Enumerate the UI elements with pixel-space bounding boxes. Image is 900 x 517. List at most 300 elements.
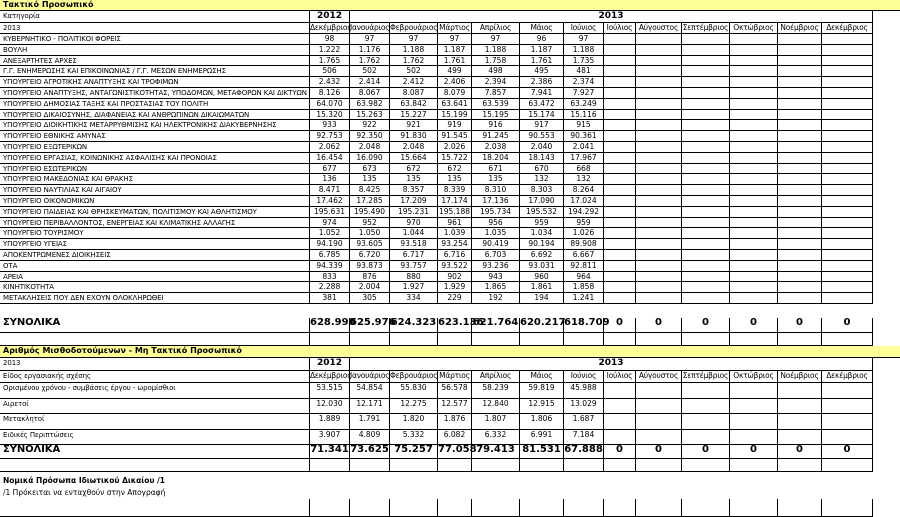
section2-cell[interactable]	[778, 414, 822, 430]
section1-cell[interactable]	[604, 34, 636, 45]
section1-cell[interactable]: 15.320	[310, 110, 350, 121]
section1-row-label[interactable]: ΥΠΟΥΡΓΕΙΟ ΕΞΩΤΕΡΙΚΩΝ	[0, 142, 310, 153]
blank-cell[interactable]	[636, 499, 682, 517]
spacer-cell[interactable]	[604, 333, 636, 346]
spacer-cell[interactable]	[778, 333, 822, 346]
section1-cell[interactable]: 135	[350, 174, 390, 185]
section1-cell[interactable]: 1.035	[472, 228, 520, 239]
section1-cell[interactable]: 7.927	[564, 88, 604, 99]
section1-cell[interactable]	[604, 66, 636, 77]
spacer-cell[interactable]	[438, 459, 472, 472]
section1-cell[interactable]: 195.532	[520, 207, 564, 218]
section1-cell[interactable]: 6.785	[310, 250, 350, 261]
section1-row-label[interactable]: ΑΝΕΞΑΡΤΗΤΕΣ ΑΡΧΕΣ	[0, 56, 310, 67]
blank-cell[interactable]	[778, 499, 822, 517]
section1-cell[interactable]	[778, 196, 822, 207]
section1-row-label[interactable]: ΥΠΟΥΡΓΕΙΟ ΥΓΕΙΑΣ	[0, 239, 310, 250]
section1-cell[interactable]: 2.062	[310, 142, 350, 153]
section2-month-header[interactable]: Δεκέμβριος	[822, 371, 873, 383]
section1-cell[interactable]	[822, 131, 873, 142]
section1-cell[interactable]: 6.720	[350, 250, 390, 261]
section1-cell[interactable]	[778, 120, 822, 131]
section1-row-label[interactable]: ΥΠΟΥΡΓΕΙΟ ΔΗΜΟΣΙΑΣ ΤΑΞΗΣ ΚΑΙ ΠΡΟΣΤΑΣΙΑΣ ΤΟΥ ΠΟΛΙΤΗ	[0, 99, 310, 110]
section1-cell[interactable]	[778, 34, 822, 45]
section1-cell[interactable]: 1.052	[310, 228, 350, 239]
section1-month-header[interactable]: Νοέμβριος	[778, 23, 822, 34]
section1-cell[interactable]: 1.176	[350, 45, 390, 56]
section1-cell[interactable]: 2.041	[564, 142, 604, 153]
spacer-cell[interactable]	[310, 459, 350, 472]
section1-cell[interactable]: 2.412	[390, 77, 438, 88]
section1-row-label[interactable]: ΥΠΟΥΡΓΕΙΟ ΔΙΟΙΚΗΤΙΚΗΣ ΜΕΤΑΡΡΥΘΜΙΣΗΣ ΚΑΙ ΗΛΕΚΤΡΟΝΙΚΗΣ ΔΙΑΚΥΒΕΡΝΗΣΗΣ	[0, 120, 310, 131]
section1-cell[interactable]	[682, 239, 730, 250]
section1-cell[interactable]: 15.116	[564, 110, 604, 121]
section1-month-header[interactable]: Δεκέμβριος	[822, 23, 873, 34]
section1-cell[interactable]	[778, 88, 822, 99]
section1-cell[interactable]: 6.692	[520, 250, 564, 261]
section2-cell[interactable]	[604, 414, 636, 430]
year-label[interactable]: 2013	[0, 23, 310, 34]
section2-cell[interactable]: 12.840	[472, 399, 520, 415]
section1-cell[interactable]: 960	[520, 272, 564, 283]
section1-month-header[interactable]: Μάιος	[520, 23, 564, 34]
section1-cell[interactable]	[730, 218, 778, 229]
section1-cell[interactable]	[636, 218, 682, 229]
section2-cell[interactable]	[822, 383, 873, 399]
section1-cell[interactable]	[778, 293, 822, 304]
section1-cell[interactable]	[822, 174, 873, 185]
section2-cell[interactable]: 6.332	[472, 430, 520, 446]
section2-cell[interactable]: 6.082	[438, 430, 472, 446]
section1-cell[interactable]	[822, 164, 873, 175]
section1-cell[interactable]: 6.703	[472, 250, 520, 261]
section2-cell[interactable]: 3.907	[310, 430, 350, 446]
section2-total-cell[interactable]: 0	[778, 445, 822, 459]
relation-header[interactable]: Είδος εργασιακής σχέσης	[0, 371, 310, 383]
section1-cell[interactable]: 90.361	[564, 131, 604, 142]
section1-cell[interactable]: 2.406	[438, 77, 472, 88]
section1-cell[interactable]	[636, 174, 682, 185]
section1-cell[interactable]: 671	[472, 164, 520, 175]
section1-cell[interactable]	[604, 45, 636, 56]
section2-total-cell[interactable]: 0	[730, 445, 778, 459]
section2-cell[interactable]: 53.515	[310, 383, 350, 399]
section1-cell[interactable]: 1.044	[390, 228, 438, 239]
section1-cell[interactable]: 195.231	[390, 207, 438, 218]
section2-cell[interactable]: 12.171	[350, 399, 390, 415]
section1-cell[interactable]: 880	[390, 272, 438, 283]
section2-total-cell[interactable]: 73.625	[350, 445, 390, 459]
spacer-cell[interactable]	[636, 333, 682, 346]
section1-row-label[interactable]: ΜΕΤΑΚΛΗΣΕΙΣ ΠΟΥ ΔΕΝ ΕΧΟΥΝ ΟΛΟΚΛΗΡΩΘΕΙ	[0, 293, 310, 304]
section1-cell[interactable]: 97	[564, 34, 604, 45]
section1-cell[interactable]	[730, 142, 778, 153]
section1-row-label[interactable]: ΥΠΟΥΡΓΕΙΟ ΑΓΡΟΤΙΚΗΣ ΑΝΑΠΤΥΞΗΣ ΚΑΙ ΤΡΟΦΙΜΩΝ	[0, 77, 310, 88]
spacer-cell[interactable]	[604, 459, 636, 472]
section1-cell[interactable]	[604, 88, 636, 99]
section2-cell[interactable]	[822, 399, 873, 415]
section1-cell[interactable]: 8.357	[390, 185, 438, 196]
section1-cell[interactable]: 915	[564, 120, 604, 131]
section1-cell[interactable]: 1.761	[438, 56, 472, 67]
section1-cell[interactable]	[822, 250, 873, 261]
section2-cell[interactable]	[636, 430, 682, 446]
section1-cell[interactable]	[682, 120, 730, 131]
spacer-cell[interactable]	[730, 333, 778, 346]
section1-cell[interactable]: 15.195	[472, 110, 520, 121]
section1-cell[interactable]	[682, 45, 730, 56]
section1-cell[interactable]: 919	[438, 120, 472, 131]
section1-cell[interactable]	[730, 56, 778, 67]
blank-cell[interactable]	[438, 499, 472, 517]
section1-cell[interactable]: 8.264	[564, 185, 604, 196]
section1-cell[interactable]: 673	[350, 164, 390, 175]
section2-total-cell[interactable]: 0	[822, 445, 873, 459]
section1-cell[interactable]: 94.190	[310, 239, 350, 250]
section1-cell[interactable]	[822, 185, 873, 196]
section2-cell[interactable]: 4.809	[350, 430, 390, 446]
section1-cell[interactable]	[730, 110, 778, 121]
section1-cell[interactable]: 964	[564, 272, 604, 283]
section1-cell[interactable]: 90.553	[520, 131, 564, 142]
section1-cell[interactable]: 677	[310, 164, 350, 175]
section1-cell[interactable]	[730, 164, 778, 175]
section1-cell[interactable]	[730, 185, 778, 196]
section1-cell[interactable]: 97	[350, 34, 390, 45]
section1-cell[interactable]	[778, 45, 822, 56]
section1-row-label[interactable]: ΥΠΟΥΡΓΕΙΟ ΠΑΙΔΕΙΑΣ ΚΑΙ ΘΡΗΣΚΕΥΜΑΤΩΝ, ΠΟΛΙΤΙΣΜΟΥ ΚΑΙ ΑΘΛΗΤΙΣΜΟΥ	[0, 207, 310, 218]
section1-cell[interactable]: 2.386	[520, 77, 564, 88]
section1-row-label[interactable]: ΥΠΟΥΡΓΕΙΟ ΜΑΚΕΔΟΝΙΑΣ ΚΑΙ ΘΡΑΚΗΣ	[0, 174, 310, 185]
section1-cell[interactable]	[636, 88, 682, 99]
section1-cell[interactable]	[604, 185, 636, 196]
spacer-cell[interactable]	[822, 459, 873, 472]
section1-cell[interactable]: 15.174	[520, 110, 564, 121]
section1-cell[interactable]	[604, 99, 636, 110]
section2-cell[interactable]: 12.275	[390, 399, 438, 415]
section1-cell[interactable]	[822, 66, 873, 77]
section1-cell[interactable]	[730, 272, 778, 283]
section1-cell[interactable]: 1.187	[438, 45, 472, 56]
spacer-cell[interactable]	[350, 459, 390, 472]
section1-cell[interactable]: 93.518	[390, 239, 438, 250]
section2-cell[interactable]	[682, 430, 730, 446]
section1-cell[interactable]: 1.034	[520, 228, 564, 239]
section1-cell[interactable]	[822, 153, 873, 164]
section1-cell[interactable]	[778, 272, 822, 283]
section1-cell[interactable]	[730, 99, 778, 110]
section1-cell[interactable]: 1.861	[520, 282, 564, 293]
section1-cell[interactable]	[822, 110, 873, 121]
blank-cell[interactable]	[604, 499, 636, 517]
section1-cell[interactable]: 15.199	[438, 110, 472, 121]
section1-cell[interactable]: 93.605	[350, 239, 390, 250]
spacer-cell[interactable]	[472, 333, 520, 346]
section2-cell[interactable]	[730, 383, 778, 399]
section1-cell[interactable]: 2.048	[350, 142, 390, 153]
section1-cell[interactable]: 961	[438, 218, 472, 229]
section1-cell[interactable]	[778, 239, 822, 250]
section1-cell[interactable]: 6.717	[390, 250, 438, 261]
section1-cell[interactable]: 498	[472, 66, 520, 77]
section1-cell[interactable]	[636, 153, 682, 164]
section1-total-cell[interactable]: 0	[778, 318, 822, 333]
blank-cell[interactable]	[564, 499, 604, 517]
section2-cell[interactable]: 1.889	[310, 414, 350, 430]
section1-cell[interactable]	[636, 282, 682, 293]
section1-cell[interactable]: 8.079	[438, 88, 472, 99]
section1-cell[interactable]: 305	[350, 293, 390, 304]
section1-cell[interactable]	[778, 56, 822, 67]
section1-cell[interactable]: 7.857	[472, 88, 520, 99]
section2-cell[interactable]	[682, 399, 730, 415]
section1-cell[interactable]: 15.664	[390, 153, 438, 164]
section1-cell[interactable]: 2.004	[350, 282, 390, 293]
section2-month-header[interactable]: Ιανουάριος	[350, 371, 390, 383]
category-header[interactable]: Κατηγορία	[0, 11, 310, 23]
section1-cell[interactable]	[682, 99, 730, 110]
section1-total-cell[interactable]: 618.709	[564, 318, 604, 333]
section1-cell[interactable]	[636, 239, 682, 250]
section1-cell[interactable]: 136	[310, 174, 350, 185]
section1-cell[interactable]: 959	[564, 218, 604, 229]
section1-cell[interactable]	[730, 120, 778, 131]
section2-cell[interactable]	[682, 383, 730, 399]
section1-cell[interactable]: 17.462	[310, 196, 350, 207]
section1-cell[interactable]	[730, 207, 778, 218]
section1-cell[interactable]	[778, 218, 822, 229]
section2-cell[interactable]: 56.578	[438, 383, 472, 399]
section1-cell[interactable]	[778, 77, 822, 88]
section1-cell[interactable]	[636, 110, 682, 121]
section1-cell[interactable]: 132	[520, 174, 564, 185]
section1-cell[interactable]: 956	[472, 218, 520, 229]
section1-cell[interactable]	[636, 207, 682, 218]
section1-cell[interactable]: 91.545	[438, 131, 472, 142]
section1-cell[interactable]	[604, 218, 636, 229]
section1-total-cell[interactable]: 0	[730, 318, 778, 333]
section2-cell[interactable]: 59.819	[520, 383, 564, 399]
section1-cell[interactable]	[604, 228, 636, 239]
section1-cell[interactable]	[682, 196, 730, 207]
section1-cell[interactable]: 6.667	[564, 250, 604, 261]
section1-cell[interactable]: 93.522	[438, 261, 472, 272]
section1-cell[interactable]: 15.263	[350, 110, 390, 121]
section1-total-label[interactable]: ΣΥΝΟΛΙΚΑ	[0, 318, 310, 333]
section1-month-header[interactable]: Αύγουστος	[636, 23, 682, 34]
section1-cell[interactable]	[822, 99, 873, 110]
section1-cell[interactable]: 1.222	[310, 45, 350, 56]
section2-cell[interactable]	[636, 383, 682, 399]
section1-cell[interactable]	[822, 293, 873, 304]
section2-total-cell[interactable]: 0	[682, 445, 730, 459]
section1-cell[interactable]: 943	[472, 272, 520, 283]
section1-cell[interactable]	[682, 250, 730, 261]
blank-cell[interactable]	[682, 499, 730, 517]
section1-cell[interactable]: 1.188	[564, 45, 604, 56]
section1-cell[interactable]	[682, 88, 730, 99]
section1-cell[interactable]	[682, 77, 730, 88]
spacer-cell[interactable]	[390, 459, 438, 472]
section1-row-label[interactable]: ΥΠΟΥΡΓΕΙΟ ΤΟΥΡΙΣΜΟΥ	[0, 228, 310, 239]
section1-cell[interactable]	[604, 131, 636, 142]
section1-cell[interactable]: 502	[350, 66, 390, 77]
section1-cell[interactable]	[604, 164, 636, 175]
section1-cell[interactable]: 959	[520, 218, 564, 229]
section1-cell[interactable]	[730, 66, 778, 77]
section1-cell[interactable]: 8.339	[438, 185, 472, 196]
section1-cell[interactable]: 1.050	[350, 228, 390, 239]
section1-cell[interactable]: 63.641	[438, 99, 472, 110]
section1-cell[interactable]	[604, 120, 636, 131]
section1-cell[interactable]	[730, 293, 778, 304]
section1-year-prev[interactable]: 2012	[310, 11, 350, 23]
section1-cell[interactable]	[730, 196, 778, 207]
section2-cell[interactable]: 12.915	[520, 399, 564, 415]
section1-cell[interactable]: 8.087	[390, 88, 438, 99]
section1-cell[interactable]: 921	[390, 120, 438, 131]
section1-cell[interactable]	[636, 164, 682, 175]
section1-row-label[interactable]: ΥΠΟΥΡΓΕΙΟ ΟΙΚΟΝΟΜΙΚΩΝ	[0, 196, 310, 207]
section1-cell[interactable]	[682, 142, 730, 153]
section2-cell[interactable]	[778, 399, 822, 415]
section1-cell[interactable]	[636, 66, 682, 77]
section1-cell[interactable]: 2.040	[520, 142, 564, 153]
section1-cell[interactable]: 93.236	[472, 261, 520, 272]
section1-cell[interactable]	[778, 131, 822, 142]
section2-row-label[interactable]: Ειδικές Περιπτώσεις	[0, 430, 310, 446]
section1-cell[interactable]	[730, 239, 778, 250]
section1-cell[interactable]: 194.292	[564, 207, 604, 218]
section1-cell[interactable]: 89.908	[564, 239, 604, 250]
section2-cell[interactable]: 12.030	[310, 399, 350, 415]
section1-cell[interactable]: 1.241	[564, 293, 604, 304]
section1-month-header[interactable]: Φεβρουάριος	[390, 23, 438, 32]
section1-month-header[interactable]: Δεκέμβριος	[310, 23, 352, 32]
section1-cell[interactable]	[822, 261, 873, 272]
blank-cell[interactable]	[350, 499, 390, 517]
section1-cell[interactable]: 93.031	[520, 261, 564, 272]
section2-month-header[interactable]: Δεκέμβριος	[310, 371, 350, 383]
section1-cell[interactable]	[604, 282, 636, 293]
section2-cell[interactable]	[778, 430, 822, 446]
section2-month-header[interactable]: Μάρτιος	[438, 371, 472, 383]
section2-month-header[interactable]: Οκτώβριος	[730, 371, 778, 383]
section2-total-cell[interactable]: 75.257	[390, 445, 438, 459]
section1-total-cell[interactable]: 0	[604, 318, 636, 333]
section2-cell[interactable]	[636, 414, 682, 430]
section1-cell[interactable]: 64.070	[310, 99, 350, 110]
section1-cell[interactable]: 8.471	[310, 185, 350, 196]
section1-cell[interactable]: 916	[472, 120, 520, 131]
section1-cell[interactable]	[604, 174, 636, 185]
section1-cell[interactable]: 1.761	[520, 56, 564, 67]
section2-total-cell[interactable]: 71.341	[310, 445, 350, 459]
section2-cell[interactable]: 6.991	[520, 430, 564, 446]
section2-cell[interactable]: 1.791	[350, 414, 390, 430]
section1-cell[interactable]: 2.374	[564, 77, 604, 88]
section1-cell[interactable]	[604, 153, 636, 164]
section1-month-header[interactable]: Απρίλιος	[472, 23, 520, 34]
section2-cell[interactable]: 5.332	[390, 430, 438, 446]
section1-cell[interactable]: 17.209	[390, 196, 438, 207]
section1-cell[interactable]: 2.048	[390, 142, 438, 153]
section1-month-header[interactable]: Ιούνιος	[564, 23, 604, 34]
section1-cell[interactable]: 1.762	[350, 56, 390, 67]
section1-cell[interactable]	[636, 131, 682, 142]
section2-cell[interactable]	[730, 414, 778, 430]
section2-total-cell[interactable]: 0	[636, 445, 682, 459]
section1-cell[interactable]: 63.249	[564, 99, 604, 110]
section1-cell[interactable]: 18.143	[520, 153, 564, 164]
section1-cell[interactable]	[636, 99, 682, 110]
section1-cell[interactable]: 1.927	[390, 282, 438, 293]
section1-cell[interactable]	[778, 153, 822, 164]
section2-cell[interactable]	[604, 383, 636, 399]
section1-cell[interactable]: 16.454	[310, 153, 350, 164]
section1-cell[interactable]: 92.811	[564, 261, 604, 272]
section1-total-cell[interactable]: 628.990	[310, 318, 350, 333]
section1-row-label[interactable]: ΥΠΟΥΡΓΕΙΟ ΔΙΚΑΙΟΣΥΝΗΣ, ΔΙΑΦΑΝΕΙΑΣ ΚΑΙ ΑΝΘΡΩΠΙΝΩΝ ΔΙΚΑΙΩΜΑΤΩΝ	[0, 110, 310, 121]
section2-cell[interactable]: 1.806	[520, 414, 564, 430]
section1-cell[interactable]: 1.039	[438, 228, 472, 239]
section1-cell[interactable]: 17.090	[520, 196, 564, 207]
section1-cell[interactable]: 192	[472, 293, 520, 304]
blank-cell[interactable]	[310, 499, 350, 517]
section1-cell[interactable]: 195.490	[350, 207, 390, 218]
section2-cell[interactable]: 55.830	[390, 383, 438, 399]
section2-cell[interactable]: 45.988	[564, 383, 604, 399]
section1-cell[interactable]	[636, 272, 682, 283]
section1-row-label[interactable]: ΥΠΟΥΡΓΕΙΟ ΕΡΓΑΣΙΑΣ, ΚΟΙΝΩΝΙΚΗΣ ΑΣΦΑΛΙΣΗΣ ΚΑΙ ΠΡΟΝΟΙΑΣ	[0, 153, 310, 164]
section1-cell[interactable]: 902	[438, 272, 472, 283]
section1-cell[interactable]: 93.873	[350, 261, 390, 272]
spacer-cell[interactable]	[682, 333, 730, 346]
section1-cell[interactable]: 8.126	[310, 88, 350, 99]
section1-cell[interactable]: 92.753	[310, 131, 350, 142]
section1-cell[interactable]	[682, 272, 730, 283]
section1-cell[interactable]	[730, 45, 778, 56]
section1-cell[interactable]: 668	[564, 164, 604, 175]
spacer-cell[interactable]	[822, 333, 873, 346]
section1-cell[interactable]	[636, 228, 682, 239]
section1-cell[interactable]	[822, 34, 873, 45]
spacer-cell[interactable]	[0, 333, 310, 346]
section1-cell[interactable]: 17.024	[564, 196, 604, 207]
section1-month-header[interactable]: Οκτώβριος	[730, 23, 778, 34]
section1-cell[interactable]	[778, 207, 822, 218]
section1-cell[interactable]: 93.757	[390, 261, 438, 272]
section1-cell[interactable]: 93.254	[438, 239, 472, 250]
section1-cell[interactable]: 7.941	[520, 88, 564, 99]
section1-cell[interactable]: 97	[472, 34, 520, 45]
section1-total-cell[interactable]: 0	[636, 318, 682, 333]
section1-cell[interactable]: 1.188	[390, 45, 438, 56]
blank-cell[interactable]	[390, 499, 438, 517]
section1-cell[interactable]	[730, 34, 778, 45]
section1-cell[interactable]: 2.432	[310, 77, 350, 88]
section1-cell[interactable]	[682, 218, 730, 229]
section2-year-curr[interactable]: 2013	[350, 358, 873, 371]
section2-row-label[interactable]: Μετακλητοί	[0, 414, 310, 430]
section2-cell[interactable]: 13.029	[564, 399, 604, 415]
section1-cell[interactable]	[682, 185, 730, 196]
section1-cell[interactable]	[682, 164, 730, 175]
section2-cell[interactable]: 1.876	[438, 414, 472, 430]
section2-cell[interactable]	[822, 414, 873, 430]
section1-cell[interactable]	[636, 34, 682, 45]
section1-cell[interactable]	[604, 261, 636, 272]
